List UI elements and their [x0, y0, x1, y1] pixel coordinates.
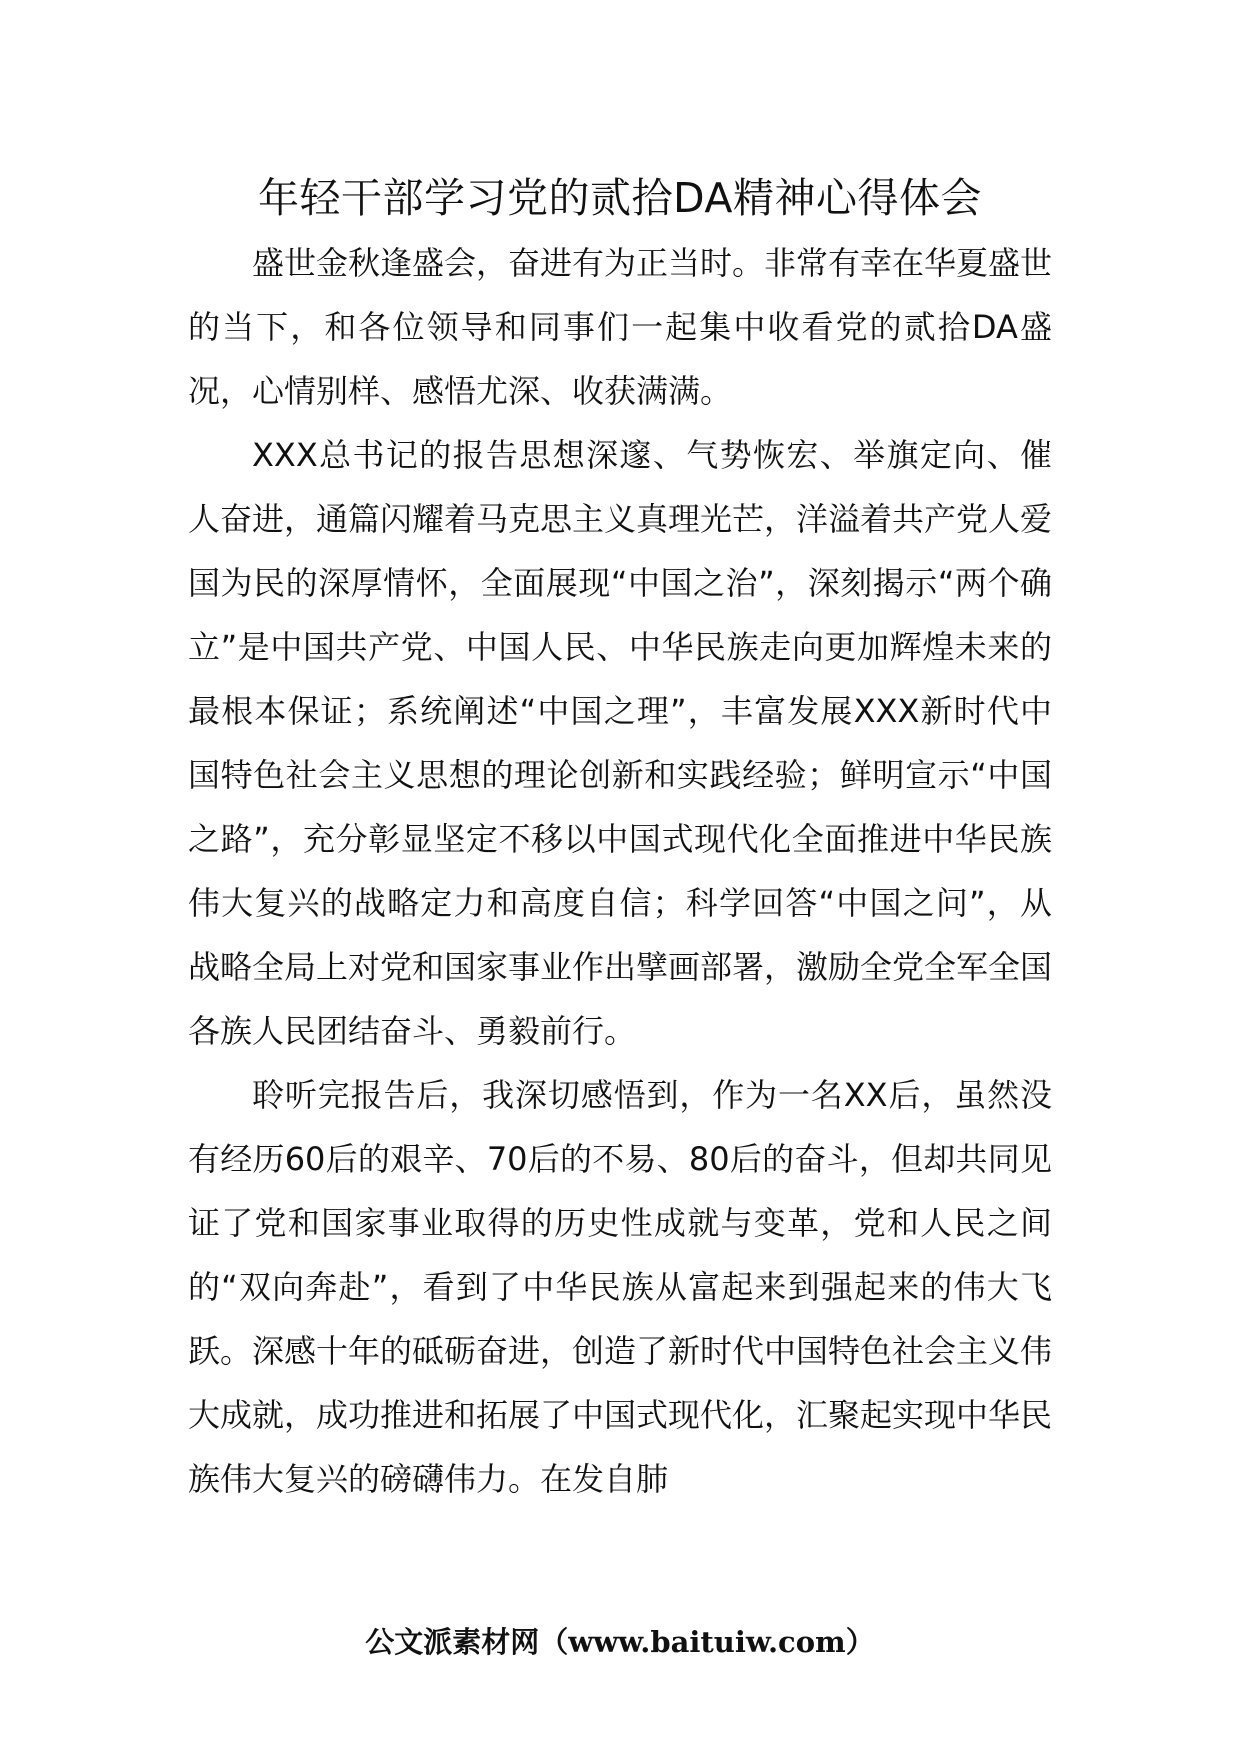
document-title: 年轻干部学习党的贰拾DA精神心得体会: [258, 174, 982, 222]
footer-source: 公文派素材网（www.baituiw.com）: [365, 1625, 875, 1659]
paragraph: XXX总书记的报告思想深邃、气势恢宏、举旗定向、催人奋进，通篇闪耀着马克思主义真理光芒，洋溢着共产党人爱国为民的深厚情怀，全面展现“中国之治”，深刻揭示“两个确立”是中国共产党、中国人民、中华民族走向更加辉煌未来的最根本保证；系统阐述“中国之理”，丰富发展XXX新时代中国特色社会主义思想的理论创新和实践经验；鲜明宣示“中国之路”，充分彰显坚定不移以中国式现代化全面推进中华民族伟大复兴的战略定力和高度自信；科学回答“中国之问”，从战略全局上对党和国家事业作出擘画部署，激励全党全军全国各族人民团结奋斗、勇毅前行。: [188, 436, 1053, 1050]
document-body: [188, 231, 1052, 1511]
paragraph: 盛世金秋逢盛会，奋进有为正当时。非常有幸在华夏盛世的当下，和各位领导和同事们一起集中收看党的贰拾DA盛况，心情别样、感悟尤深、收获满满。: [188, 244, 1053, 410]
paragraph: 聆听完报告后，我深切感悟到，作为一名XX后，虽然没有经历60后的艰辛、70后的不易、80后的奋斗，但却共同见证了党和国家事业取得的历史性成就与变革，党和人民之间的“双向奔赴”，看到了中华民族从富起来到强起来的伟大飞跃。深感十年的砥砺奋进，创造了新时代中国特色社会主义伟大成就，成功推进和拓展了中国式现代化，汇聚起实现中华民族伟大复兴的磅礴伟力。在发自肺: [188, 1076, 1053, 1498]
